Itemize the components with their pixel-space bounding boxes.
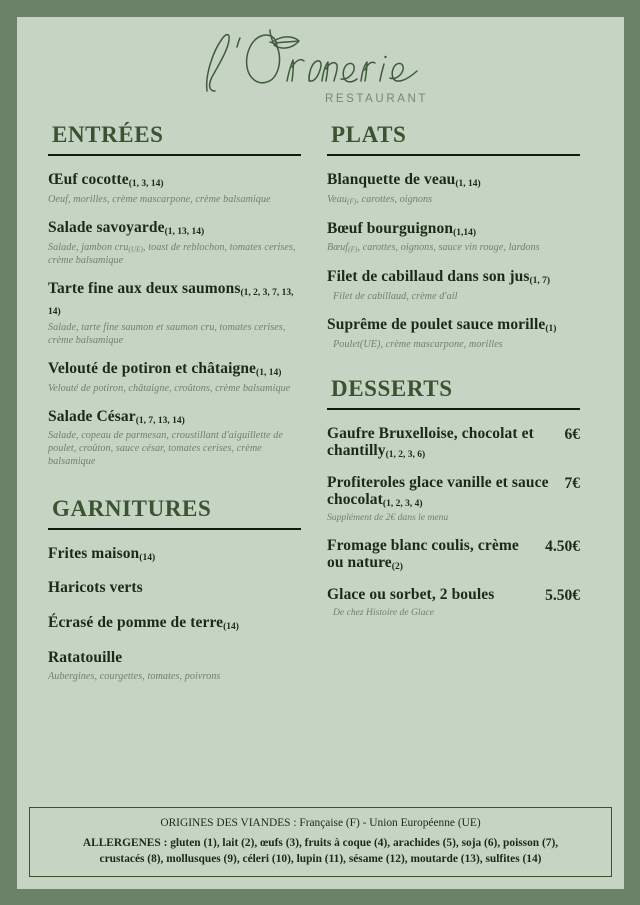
item-allergens: (1, 7): [529, 276, 551, 287]
item-name: Frites maison(14): [48, 544, 156, 563]
origin-marker: (F): [347, 197, 357, 206]
logo-subtitle: RESTAURANT: [324, 93, 429, 105]
item-note: Supplément de 2€ dans le menu: [327, 511, 449, 523]
menu-item[interactable]: [327, 171, 580, 207]
section-title-plats: PLATS: [331, 122, 407, 147]
item-name: Bœuf bourguignon(1,14): [327, 219, 477, 238]
item-price: 4.50€: [545, 537, 580, 555]
item-name: Salade César(1, 7, 13, 14): [48, 407, 185, 426]
item-name: Tarte fine aux deux saumons(1, 2, 3, 7, 13, 14): [48, 280, 294, 318]
menu-item[interactable]: [327, 316, 580, 351]
item-allergens: (1, 14): [256, 368, 282, 379]
menu-item[interactable]: [327, 537, 580, 573]
item-name: Profiteroles glace vanille et sauce chocolat(1, 2, 3, 4): [327, 473, 549, 510]
right-column: [327, 123, 580, 619]
item-name: Filet de cabillaud dans son jus(1, 7): [327, 268, 551, 287]
section-rule: [327, 408, 580, 410]
item-allergens: (2): [391, 562, 403, 573]
item-name: Œuf cocotte(1, 3, 14): [48, 171, 164, 190]
item-allergens: (1): [545, 323, 557, 334]
menu-item[interactable]: [48, 360, 301, 395]
allergen-footer: [29, 807, 612, 877]
section-entrees: [48, 123, 301, 469]
allergens-line-2: crustacés (8), mollusques (9), céleri (10), lupin (11), sésame (12), moutarde (13), sulfites (14): [99, 853, 542, 866]
item-description: Veau(F), carottes, oignons: [327, 193, 433, 206]
item-name: Ratatouille: [48, 648, 123, 666]
item-description: Velouté de potiron, châtaigne, croûtons, crème balsamique: [48, 382, 291, 394]
item-price: 6€: [564, 425, 580, 443]
menu-sheet: [17, 17, 624, 889]
section-plats: [327, 123, 580, 351]
section-rule: [48, 154, 301, 156]
restaurant-logo: [17, 25, 624, 120]
item-allergens: (14): [139, 552, 156, 563]
section-title-desserts: DESSERTS: [331, 375, 453, 401]
section-rule: [327, 154, 580, 156]
menu-item[interactable]: [48, 614, 301, 633]
menu-item[interactable]: [327, 425, 580, 461]
origin-marker: (UE): [128, 245, 143, 254]
item-description: Poulet(UE), crème mascarpone, morilles: [333, 338, 503, 350]
menu-item[interactable]: [48, 219, 301, 268]
item-name: Glace ou sorbet, 2 boules: [327, 585, 495, 603]
item-allergens: (1, 2, 3, 7, 13, 14): [48, 288, 294, 318]
section-title-garnitures: GARNITURES: [52, 495, 212, 521]
item-description: Salade, jambon cru(UE), toast de reblochon, tomates cerises, crème balsamique: [48, 241, 296, 267]
item-name: Velouté de potiron et châtaigne(1, 14): [48, 359, 282, 379]
item-allergens: (1, 7, 13, 14): [135, 415, 185, 426]
item-description: Aubergines, courgettes, tomates, poivrons: [48, 671, 221, 683]
menu-item[interactable]: [48, 545, 301, 564]
item-description: Salade, tarte fine saumon et saumon cru, tomates cerises, crème balsamique: [48, 321, 286, 346]
menu-item[interactable]: [48, 280, 301, 347]
item-price: 7€: [564, 474, 580, 492]
item-note: De chez Histoire de Glace: [333, 606, 434, 618]
section-garnitures: [48, 497, 301, 684]
menu-item[interactable]: [327, 474, 580, 524]
menu-item[interactable]: [48, 649, 301, 684]
item-allergens: (1, 3, 14): [128, 179, 164, 190]
item-allergens: (1, 13, 14): [164, 226, 205, 237]
item-allergens: (1,14): [453, 227, 477, 238]
item-description: Filet de cabillaud, crème d'ail: [333, 290, 458, 302]
menu-item[interactable]: [48, 171, 301, 206]
origin-marker: (F): [348, 245, 358, 254]
section-title-entrees: ENTRÉES: [52, 122, 164, 147]
item-allergens: (1, 14): [455, 179, 481, 190]
item-name: Écrasé de pomme de terre(14): [48, 614, 239, 633]
item-name: Suprême de poulet sauce morille(1): [327, 315, 557, 334]
section-desserts: [327, 377, 580, 619]
item-price: 5.50€: [545, 586, 580, 604]
item-description: Oeuf, morilles, crème mascarpone, crème balsamique: [48, 193, 271, 205]
orange-with-leaf-icon: [191, 25, 451, 97]
item-description: Salade, copeau de parmesan, croustillant d'aiguillette de poulet, croûton, sauce césar, tomates cerises, crème balsamique: [48, 430, 283, 468]
item-description: Bœuf(F), carottes, oignons, sauce vin rouge, lardons: [327, 242, 540, 254]
menu-item[interactable]: [327, 586, 580, 619]
menu-item[interactable]: [327, 268, 580, 303]
item-name: Gaufre Bruxelloise, chocolat et chantilly(1, 2, 3, 6): [327, 424, 534, 461]
menu-item[interactable]: [48, 408, 301, 469]
left-column: [48, 123, 301, 684]
item-allergens: (1, 2, 3, 6): [385, 450, 426, 461]
item-name: Haricots verts: [48, 579, 143, 597]
menu-item[interactable]: [48, 579, 301, 598]
menu-item[interactable]: [327, 220, 580, 256]
item-allergens: (14): [223, 622, 239, 633]
item-name: Fromage blanc coulis, crème ou nature(2): [327, 536, 519, 573]
allergens-line-1: ALLERGENES : gluten (1), lait (2), œufs (3), fruits à coque (4), arachides (5), soja (6), poisson (7),: [82, 836, 559, 849]
item-allergens: (1, 2, 3, 4): [382, 499, 423, 510]
item-name: Blanquette de veau(1, 14): [327, 171, 481, 190]
section-rule: [48, 528, 301, 530]
item-name: Salade savoyarde(1, 13, 14): [48, 218, 205, 237]
meat-origins-line: ORIGINES DES VIANDES : Française (F) - Union Européenne (UE): [160, 817, 481, 830]
